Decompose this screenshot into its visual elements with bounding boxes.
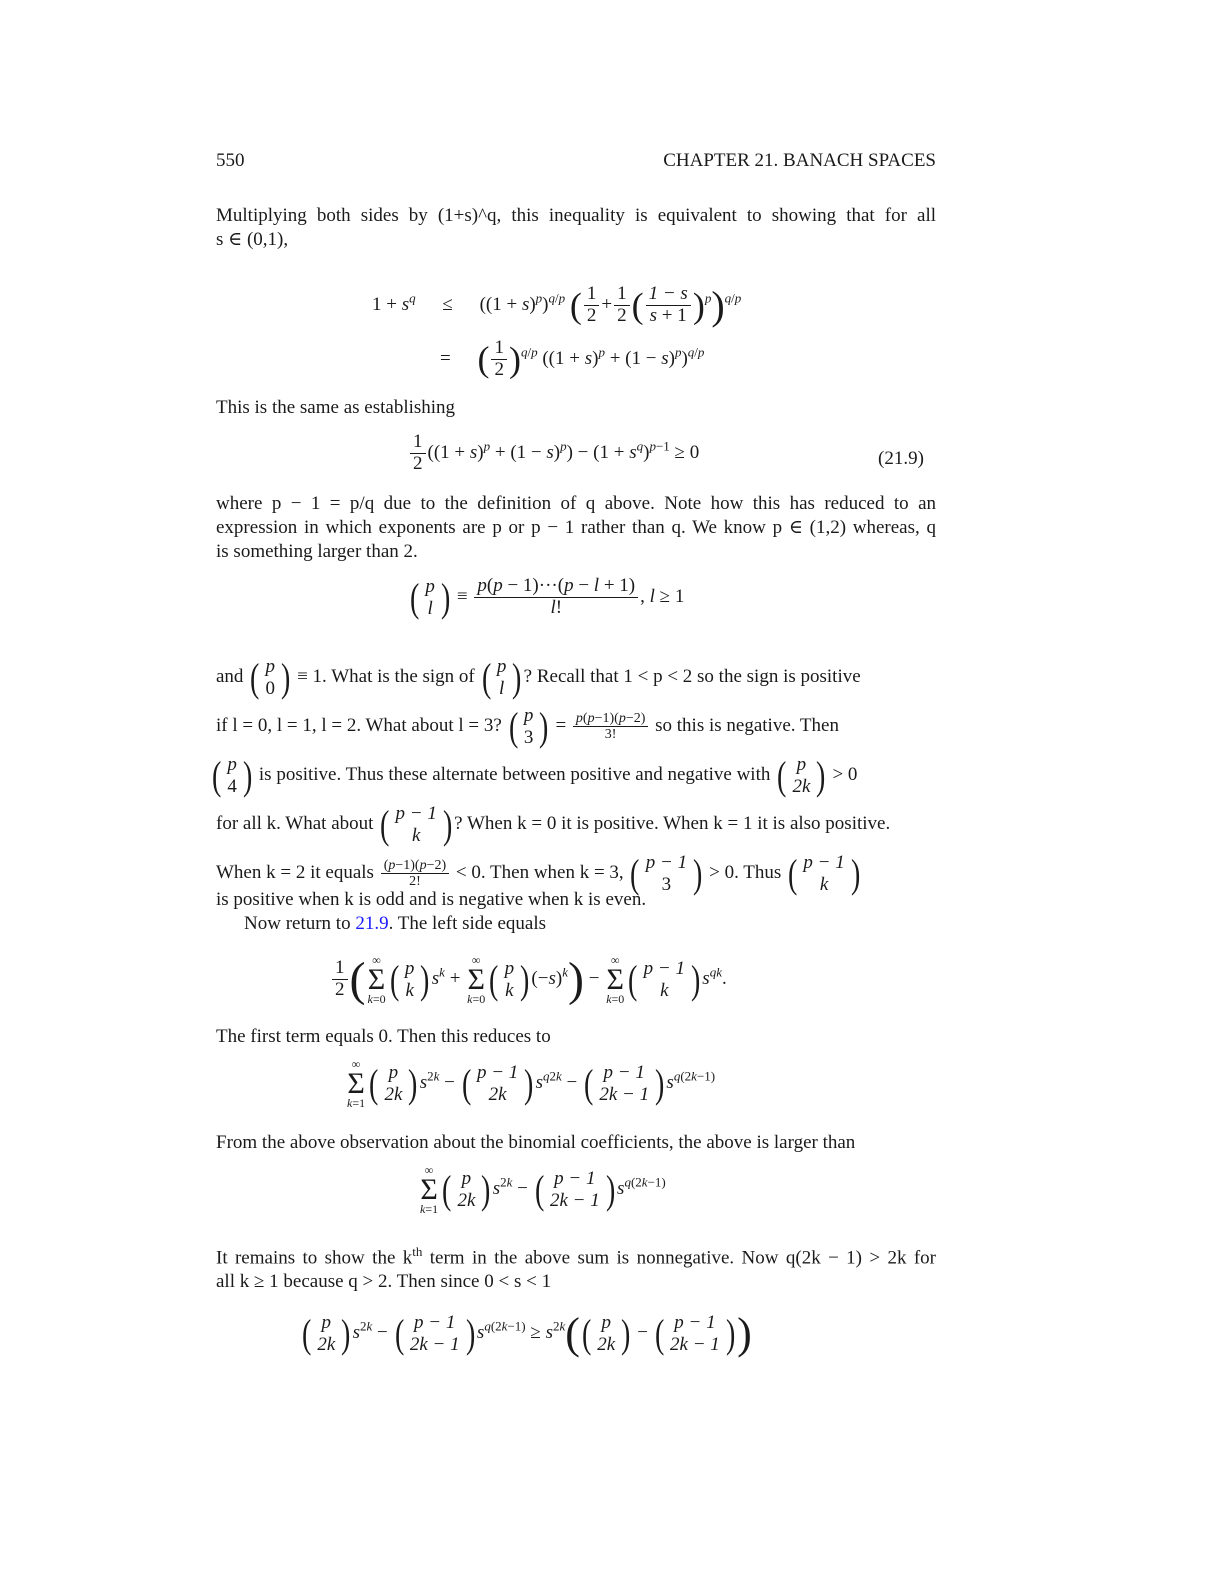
- text-sign-question: ≡ 1. What is the sign of: [297, 666, 475, 688]
- paragraph-first-term: The first term equals 0. Then this reduces to: [216, 1026, 551, 1047]
- paragraph-line: is something larger than 2.: [216, 541, 418, 562]
- text-if-l: if l = 0, l = 1, l = 2. What about l = 3?: [216, 715, 502, 737]
- page-number: 550: [216, 150, 245, 171]
- equation-21-9: $\frac{1}{2}$ $((1 + s)^p + (1 - s)^p) - (1 + s^q)^{p-1} \ge 0$: [408, 432, 699, 475]
- text-when-k2: When k = 2 it equals: [216, 862, 374, 884]
- paragraph-line: expression in which exponents are p or p − 1 rather than q. We know p ∈ (1,2) whereas, q: [216, 517, 936, 538]
- text-negative: so this is negative. Then: [655, 715, 839, 737]
- paragraph-remains: [216, 1240, 936, 1294]
- paragraph-line: all k ≥ 1 because q > 2. Then since 0 < s < 1: [216, 1271, 552, 1293]
- equation-number: (21.9): [878, 448, 924, 469]
- text-thus: > 0. Thus: [709, 862, 782, 884]
- equation-reduced: ∞ Σ k=1 ( p 2k ) $s^{2k}$ − ( p − 1 2k ) $s^{q2k}$ − ( p − 1 2k − 1 ) $s^{q(2k-1)}$: [347, 1057, 716, 1110]
- chapter-title: CHAPTER 21. BANACH SPACES: [663, 150, 936, 171]
- text-when-k: ? When k = 0 it is positive. When k = 1 it is also positive.: [454, 813, 891, 835]
- equation-lower-bound: ∞ Σ k=1 ( p 2k ) $s^{2k}$ − ( p − 1 2k − 1 ) $s^{q(2k-1)}$: [420, 1163, 666, 1216]
- text-remains: It remains to show the k: [216, 1247, 413, 1269]
- paragraph-k2: When k = 2 it equals $\frac{(p-1)(p-2)}{2!}$ < 0. Then when k = 3, ( p − 1 3 ) > 0. Thus ( p − 1 k ): [216, 850, 861, 896]
- text-alternate: is positive. Thus these alternate between positive and negative with: [258, 764, 771, 786]
- text-left-side: . The left side equals: [388, 913, 547, 934]
- paragraph-line: where p − 1 = p/q due to the definition of q above. Note how this has reduced to an: [216, 493, 936, 514]
- equation-line-2: = ( $\frac{1}{2}$ )$^{q/p}$ $((1 + s)^p + (1 - s)^p)^{q/p}$: [440, 337, 705, 380]
- text-recall: ? Recall that 1 < p < 2 so the sign is positive: [523, 666, 861, 688]
- paragraph-exponents: [216, 492, 936, 564]
- paragraph-odd-even: is positive when k is odd and is negative when k is even.: [216, 889, 647, 910]
- text-return: Now return to: [244, 913, 351, 934]
- paragraph-sign: and ( p 0 ) ≡ 1. What is the sign of ( p l ) ? Recall that 1 < p < 2 so the sign is positive: [216, 654, 861, 700]
- page-header: [216, 150, 936, 174]
- equation-link[interactable]: 21.9: [355, 913, 389, 934]
- paragraph-larger-than: From the above observation about the binomial coefficients, the above is larger than: [216, 1132, 856, 1153]
- paragraph-alternate: ( p 4 ) is positive. Thus these alternate between positive and negative with ( p 2k ) > 0: [211, 752, 858, 798]
- paragraph-intro: [216, 204, 936, 252]
- paragraph-establishing: This is the same as establishing: [216, 397, 456, 418]
- text-gt-zero: > 0: [832, 764, 858, 786]
- binomial-definition: ( p l ) ≡ $\frac{p(p - 1)\cdot\cdot\cdot(p - l + 1)}{l!}$ , l ≥ 1: [409, 574, 685, 620]
- equation-line-1: $1 + s^q \le ((1 + s)^p)^{q/p}$ ( $\frac{1}{2}$ + $\frac{1}{2}$ ( $\frac{1 - s}{s + 1}$ )$^p$)$^{q/p}$: [372, 283, 742, 328]
- text-and: and: [216, 666, 244, 688]
- paragraph-p-minus-1: for all k. What about ( p − 1 k ) ? When k = 0 it is positive. When k = 1 it is also positive.: [216, 801, 891, 847]
- paragraph-line: [216, 1240, 936, 1270]
- equation-left-side: $\frac{1}{2}$ ( ∞ Σ k=0 ( p k ) $s^k$ + ∞ Σ k=0 ( p k ) $(-s)^k$) − ∞ Σ k=0 ( p − 1 k ) $s^{qk}$.: [330, 952, 727, 1007]
- paragraph-l3: if l = 0, l = 1, l = 2. What about l = 3? ( p 3 ) = $\frac{p(p-1)(p-2)}{3!}$ so this is negative. Then: [216, 703, 839, 749]
- equation-final: ( p 2k ) $s^{2k}$ − ( p − 1 2k − 1 ) $s^{q(2k-1)} \ge s^{2k}$( ( p 2k ) − ( p − 1 2k − 1 ) ): [301, 1309, 752, 1358]
- text-then-k3: < 0. Then when k = 3,: [455, 862, 624, 884]
- paragraph-line: s ∈ (0,1),: [216, 229, 289, 250]
- paragraph-return: [244, 912, 546, 936]
- paragraph-line: Multiplying both sides by (1+s)^q, this inequality is equivalent to showing that for all: [216, 205, 936, 226]
- text-nonnegative: term in the above sum is nonnegative. Now q(2k − 1) > 2k for: [422, 1247, 937, 1269]
- text-for-all-k: for all k. What about: [216, 813, 374, 835]
- text-superscript: th: [412, 1244, 423, 1259]
